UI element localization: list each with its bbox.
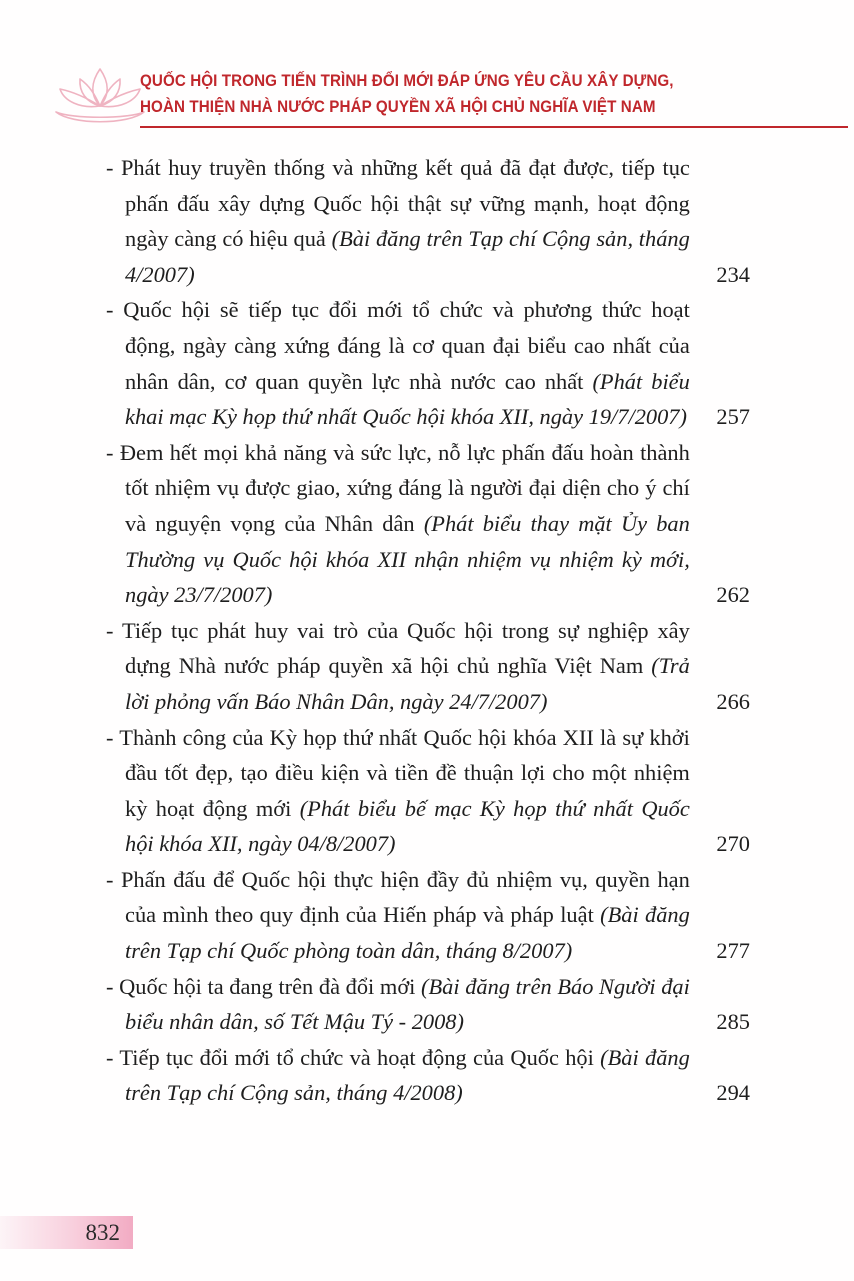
- entry-dash: -: [106, 617, 114, 643]
- entry-citation: (Trả lời phỏng vấn Báo Nhân Dân, ngày 24/7/2007): [125, 653, 690, 714]
- entry-title: Tiếp tục đổi mới tổ chức và hoạt động của Quốc hội: [119, 1044, 594, 1070]
- entry-page-number: 270: [716, 831, 750, 857]
- toc-entry: [106, 969, 750, 1040]
- toc-entry: [106, 150, 750, 292]
- entry-text: [106, 292, 690, 434]
- entry-text: [106, 150, 690, 292]
- entry-text: [106, 720, 690, 862]
- entry-title: Đem hết mọi khả năng và sức lực, nỗ lực phấn đấu hoàn thành tốt nhiệm vụ được giao, xứng đáng là người đại diện cho ý chí và nguyện vọng của Nhân dân: [119, 439, 690, 536]
- entry-dash: -: [106, 724, 114, 750]
- entry-text: [106, 435, 690, 613]
- entry-title: Phát huy truyền thống và những kết quả đã đạt được, tiếp tục phấn đấu xây dựng Quốc hội thật sự vững mạnh, hoạt động ngày càng có hiệu quả: [120, 155, 690, 252]
- entry-citation: (Bài đăng trên Tạp chí Cộng sản, tháng 4/2007): [125, 226, 690, 287]
- toc-entry: [106, 862, 750, 969]
- entry-text: [106, 969, 690, 1040]
- entry-title: Tiếp tục phát huy vai trò của Quốc hội trong sự nghiệp xây dựng Nhà nước pháp quyền xã hội chủ nghĩa Việt Nam: [121, 617, 690, 679]
- entry-text: [106, 613, 690, 720]
- entry-page-number: 285: [716, 1009, 750, 1035]
- entry-citation: (Phát biểu bế mạc Kỳ họp thứ nhất Quốc hội khóa XII, ngày 04/8/2007): [125, 795, 690, 857]
- entry-citation: (Phát biểu thay mặt Ủy ban Thường vụ Quốc hội khóa XII nhận nhiệm vụ nhiệm kỳ mới, ngày 23/7/2007): [125, 510, 690, 608]
- toc-list: [106, 150, 750, 1111]
- entry-dash: -: [106, 297, 114, 323]
- entry-title: Phấn đấu để Quốc hội thực hiện đầy đủ nhiệm vụ, quyền hạn của mình theo quy định của Hiến pháp và pháp luật: [120, 866, 690, 928]
- entry-citation: (Bài đăng trên Tạp chí Quốc phòng toàn dân, tháng 8/2007): [125, 902, 690, 964]
- entry-citation: (Bài đăng trên Tạp chí Cộng sản, tháng 4/2008): [125, 1044, 690, 1106]
- header-divider: [140, 126, 848, 128]
- entry-text: [106, 862, 690, 969]
- lotus-flower-icon: [50, 64, 150, 138]
- entry-title: Thành công của Kỳ họp thứ nhất Quốc hội khóa XII là sự khởi đầu tốt đẹp, tạo điều kiện và tiền đề thuận lợi cho một nhiệm kỳ hoạt động mới: [119, 724, 690, 821]
- entry-dash: -: [106, 973, 114, 999]
- running-title: [140, 68, 848, 128]
- entry-dash: -: [106, 1044, 114, 1070]
- entry-page-number: 262: [716, 582, 750, 608]
- toc-entry: [106, 613, 750, 720]
- entry-citation: (Phát biểu khai mạc Kỳ họp thứ nhất Quốc hội khóa XII, ngày 19/7/2007): [125, 368, 690, 430]
- entry-dash: -: [106, 866, 114, 892]
- running-title-line2: HOÀN THIỆN NHÀ NƯỚC PHÁP QUYỀN XÃ HỘI CHỦ NGHĨA VIỆT NAM: [140, 98, 656, 116]
- toc-entry: [106, 720, 750, 862]
- entry-citation: (Bài đăng trên Báo Người đại biểu nhân dân, số Tết Mậu Tý - 2008): [125, 973, 690, 1035]
- toc-entry: [106, 435, 750, 613]
- page-number: 832: [85, 1219, 120, 1245]
- entry-page-number: 266: [716, 688, 750, 714]
- toc-entry: [106, 1040, 750, 1111]
- entry-page-number: 294: [716, 1080, 750, 1106]
- entry-dash: -: [106, 439, 114, 465]
- page-number-bar: [0, 1216, 133, 1249]
- entry-title: Quốc hội ta đang trên đà đổi mới: [119, 973, 416, 999]
- entry-title: Quốc hội sẽ tiếp tục đổi mới tổ chức và phương thức hoạt động, ngày càng xứng đáng là cơ quan đại biểu cao nhất của nhân dân, cơ quan quyền lực nhà nước cao nhất: [123, 297, 690, 394]
- entry-text: [106, 1040, 690, 1111]
- entry-page-number: 257: [716, 404, 750, 430]
- page-header: [0, 0, 854, 150]
- entry-page-number: 234: [716, 261, 750, 287]
- entry-dash: -: [106, 155, 114, 180]
- running-title-line1: QUỐC HỘI TRONG TIẾN TRÌNH ĐỔI MỚI ĐÁP ỨNG YÊU CẦU XÂY DỰNG,: [140, 72, 674, 90]
- entry-page-number: 277: [716, 938, 750, 964]
- toc-entry: [106, 292, 750, 434]
